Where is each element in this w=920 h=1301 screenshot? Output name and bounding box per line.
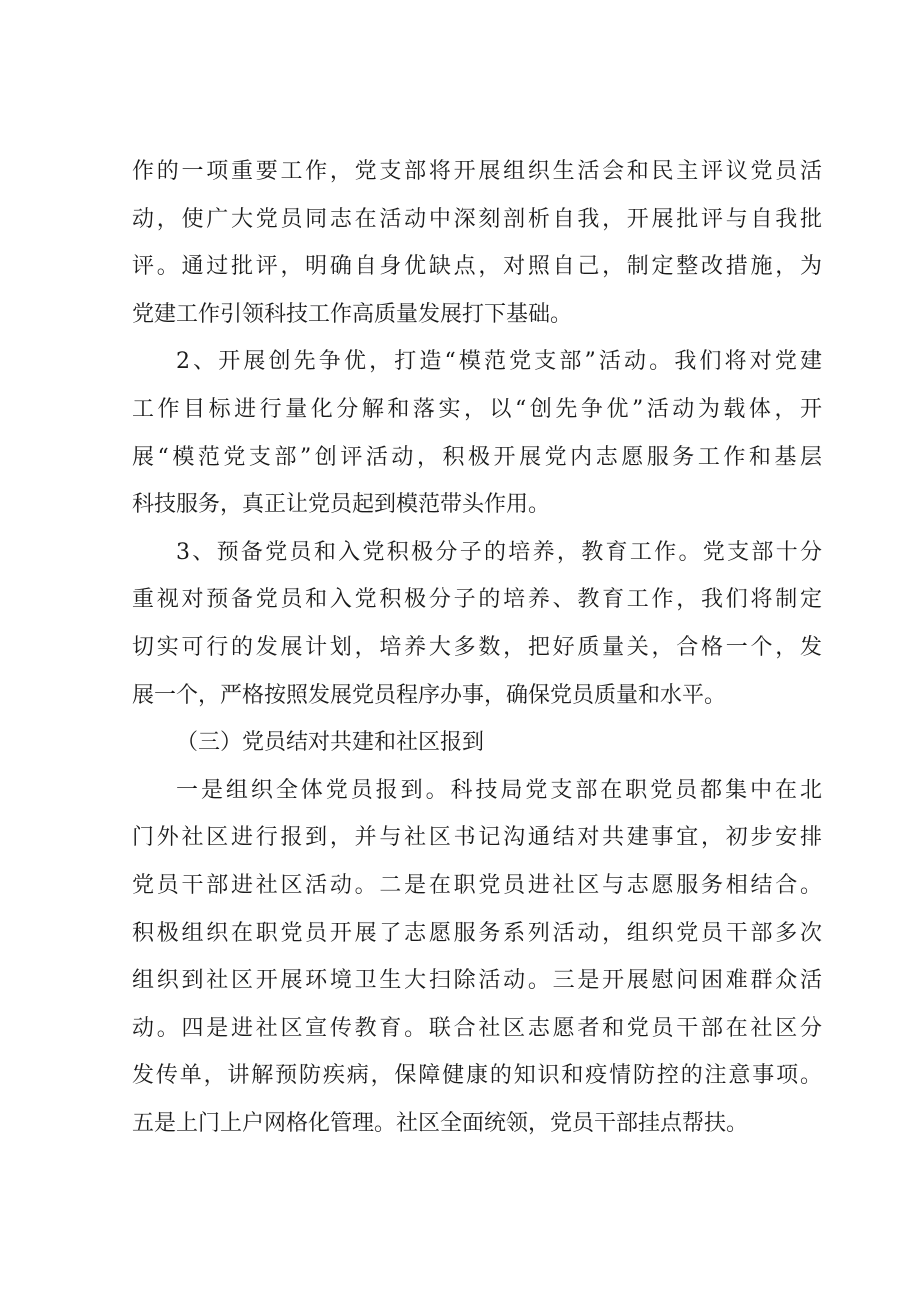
text-line: 党员干部进社区活动。二是在职党员进社区与志愿服务相结合。 bbox=[132, 872, 822, 898]
section-heading-text: （三）党员结对共建和社区报到 bbox=[176, 730, 485, 756]
text-line: 门外社区进行报到，并与社区书记沟通结对共建事宜，初步安排 bbox=[132, 825, 822, 851]
paragraph-community-report bbox=[132, 767, 822, 1148]
paragraph-item-3 bbox=[132, 529, 822, 719]
text-line: 重视对预备党员和入党积极分子的培养、教育工作，我们将制定 bbox=[132, 587, 822, 613]
text-line: 党建工作引领科技工作高质量发展打下基础。 bbox=[132, 301, 573, 327]
text-line: 动。四是进社区宣传教育。联合社区志愿者和党员干部在社区分 bbox=[132, 1015, 822, 1041]
text-line: 发传单，讲解预防疾病，保障健康的知识和疫情防控的注意事项。 bbox=[132, 1063, 822, 1089]
text-line: 评。通过批评，明确自身优缺点，对照自己，制定整改措施，为 bbox=[132, 254, 822, 280]
text-line: 工作目标进行量化分解和落实，以“创先争优”活动为载体，开 bbox=[132, 396, 822, 422]
document-body bbox=[132, 148, 822, 1147]
section-heading bbox=[132, 719, 822, 767]
text-line: 展一个，严格按照发展党员程序办事，确保党员质量和水平。 bbox=[132, 682, 727, 708]
text-line: 切实可行的发展计划，培养大多数，把好质量关，合格一个，发 bbox=[132, 634, 822, 660]
text-line: 动，使广大党员同志在活动中深刻剖析自我，开展批评与自我批 bbox=[132, 206, 822, 232]
text-line: 组织到社区开展环境卫生大扫除活动。三是开展慰问困难群众活 bbox=[132, 968, 822, 994]
text-line: 展“模范党支部”创评活动，积极开展党内志愿服务工作和基层 bbox=[132, 444, 822, 470]
paragraph-item-2 bbox=[132, 338, 822, 528]
text-line: 积极组织在职党员开展了志愿服务系列活动，组织党员干部多次 bbox=[132, 920, 822, 946]
text-line: 3、预备党员和入党积极分子的培养，教育工作。党支部十分 bbox=[176, 539, 822, 565]
paragraph-continuation bbox=[132, 148, 822, 338]
text-line: 一是组织全体党员报到。科技局党支部在职党员都集中在北 bbox=[176, 777, 822, 803]
text-line: 作的一项重要工作，党支部将开展组织生活会和民主评议党员活 bbox=[132, 159, 822, 184]
text-line: 五是上门上户网格化管理。社区全面统领，党员干部挂点帮扶。 bbox=[132, 1110, 749, 1136]
text-line: 科技服务，真正让党员起到模范带头作用。 bbox=[132, 492, 551, 518]
text-line: 2、开展创先争优，打造“模范党支部”活动。我们将对党建 bbox=[176, 349, 822, 375]
